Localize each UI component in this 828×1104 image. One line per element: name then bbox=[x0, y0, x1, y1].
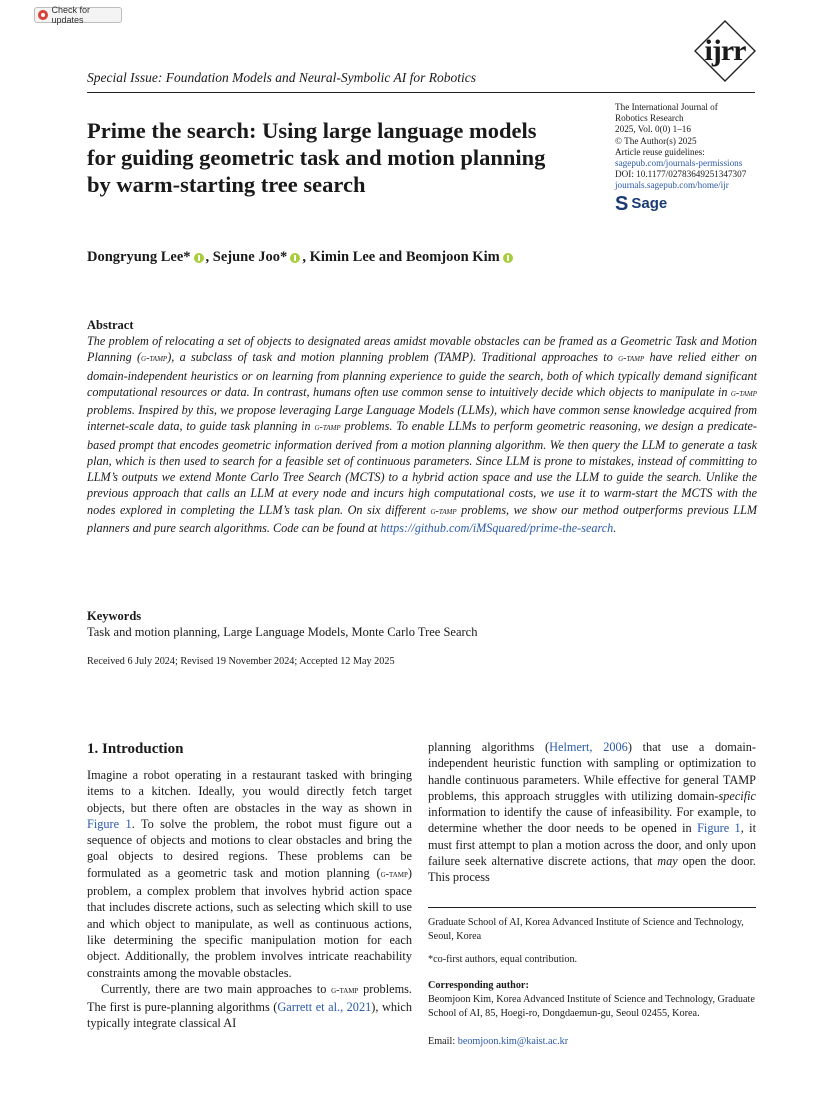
citation-garrett-link[interactable]: Garrett et al., 2021 bbox=[277, 1000, 372, 1015]
body-text: information to identify the cause of infeasibility. For example, to determine whether the door needs to be opened in bbox=[428, 805, 756, 836]
journal-name-line-1: The International Journal of bbox=[615, 102, 718, 112]
intro-left-column bbox=[87, 767, 412, 1032]
email-line bbox=[428, 1035, 756, 1049]
abstract-text: problems. To enable LLMs to perform geometric reasoning, we design a predicate-based prompt that encodes geometric information derived from a motion planning algorithm. We then query the LLM to generate a task plan, which is then used to search for a feasible set of continuous parameters. Since LLM is prone to mistakes, instead of committing to LLM’s outputs we extend Monte Carlo Tree Search (MCTS) to a hybrid action space and use the LLM to guide the search. Unlike the previous approach that calls an LLM at every node and incurs high computational costs, we use it to warm-start the MCTS with the nodes explored in completing the LLM’s task plan. On six different bbox=[87, 419, 757, 517]
emphasis-text: may bbox=[657, 854, 678, 869]
body-text: problems. The first is pure-planning algorithms ( bbox=[87, 981, 412, 1015]
body-text: open the door. This process bbox=[428, 854, 756, 885]
author-list bbox=[87, 249, 515, 266]
corresponding-author-details: Beomjoon Kim, Korea Advanced Institute of Science and Technology, Graduate School of AI, 85, Hoegi-ro, Dongdaemun-gu, Seoul 02455, Korea. bbox=[428, 994, 755, 1019]
abstract-text: The problem of relocating a set of objects to designated areas amidst movable obstacles can be framed as a Geometric Task and Motion Planning ( bbox=[87, 334, 757, 365]
body-text: ), which typically integrate classical AI bbox=[87, 1000, 413, 1031]
intro-paragraph-2 bbox=[87, 981, 412, 1032]
author-1: Dongryung Lee* bbox=[87, 249, 191, 265]
g-tamp-term: g-tamp bbox=[331, 984, 359, 996]
body-text: Imagine a robot operating in a restaurant tasked with bringing items to a kitchen. Ideally, you would directly fetch target objects, but there often are obstacles in the way as shown in bbox=[87, 768, 412, 815]
figure-1-link[interactable]: Figure 1 bbox=[697, 821, 741, 836]
journal-name-line-2: Robotics Research bbox=[615, 113, 684, 124]
abstract-text: problems. Inspired by this, we propose leveraging Large Language Models (LLMs), which have common sense knowledge acquired from internet-scale data, to guide task planning in bbox=[87, 403, 757, 434]
body-text: ) that use a domain-independent heuristic function with sampling or optimization to handle continuous parameters. While effective for general TAMP problems, this approach struggles with utilizing domain- bbox=[428, 740, 756, 803]
ijrr-logo-text: ijrr bbox=[704, 34, 746, 67]
g-tamp-term: g-tamp bbox=[430, 505, 457, 517]
journal-copyright: © The Author(s) 2025 bbox=[615, 135, 697, 146]
crossmark-icon bbox=[38, 10, 48, 20]
sage-logo-text: Sage bbox=[631, 195, 668, 213]
body-text: . To solve the problem, the robot must figure out a sequence of objects and motions to clear obstacles and bring the goal objects to desired regions. These problems can be formulated as a geometric task and motion planning ( bbox=[87, 816, 413, 880]
ijrr-logo bbox=[694, 20, 756, 82]
check-for-updates-label: Check for updates bbox=[51, 5, 91, 25]
check-for-updates-button[interactable] bbox=[34, 7, 122, 23]
journal-home-link[interactable]: journals.sagepub.com/home/ijr bbox=[615, 180, 729, 191]
emphasis-text: specific bbox=[718, 788, 756, 803]
code-repo-link[interactable]: https://github.com/iMSquared/prime-the-search bbox=[380, 520, 614, 535]
intro-paragraph-1 bbox=[87, 767, 412, 981]
reuse-label: Article reuse guidelines: bbox=[615, 146, 705, 157]
citation-helmert-link[interactable]: Helmert, 2006 bbox=[549, 740, 628, 754]
sage-logo bbox=[615, 192, 795, 215]
keywords-heading: Keywords bbox=[87, 609, 142, 623]
author-sep-2: , bbox=[302, 249, 310, 265]
figure-1-link[interactable]: Figure 1 bbox=[87, 816, 132, 831]
special-issue-label: Special Issue: Foundation Models and Neural-Symbolic AI for Robotics bbox=[87, 70, 476, 85]
g-tamp-term: g-tamp bbox=[314, 422, 341, 434]
abstract-text: problems, we show our method outperforms previous LLM planners and pure search algorithms. Code can be found at bbox=[87, 502, 757, 535]
reuse-link[interactable]: sagepub.com/journals-permissions bbox=[615, 158, 743, 169]
orcid-icon[interactable] bbox=[194, 253, 204, 263]
abstract-text: ), a subclass of task and motion planning problem (TAMP). Traditional approaches to bbox=[167, 350, 619, 365]
sage-s-icon: S bbox=[615, 192, 629, 215]
title-line-1: Prime the search: Using large language models bbox=[87, 118, 537, 143]
intro-right-column bbox=[428, 739, 756, 886]
author-sep-1: , bbox=[205, 249, 213, 265]
g-tamp-term: g-tamp bbox=[618, 353, 645, 365]
author-3: Kimin Lee and Beomjoon Kim bbox=[309, 249, 500, 265]
title-line-3: by warm-starting tree search bbox=[87, 172, 366, 197]
co-first-note: *co-first authors, equal contribution. bbox=[428, 954, 578, 965]
body-text: , it must first attempt to plan a motion across the door, and only upon failure seek alternative discrete actions, that bbox=[428, 821, 756, 869]
doi-text: DOI: 10.1177/02783649251347307 bbox=[615, 169, 747, 180]
g-tamp-term: g-tamp bbox=[141, 353, 168, 365]
corresponding-author-heading: Corresponding author: bbox=[428, 980, 529, 991]
title-line-2: for guiding geometric task and motion planning bbox=[87, 145, 546, 170]
footnote-divider bbox=[428, 907, 756, 908]
orcid-icon[interactable] bbox=[503, 253, 513, 263]
abstract-text: have relied either on domain-independent heuristics or on learning from planning experience to guide the search, both of which typically demand significant computational resources or data. In contrast, humans often use common sense to intuitively decide which objects to manipulate in bbox=[87, 350, 757, 399]
publication-dates: Received 6 July 2024; Revised 19 November 2024; Accepted 12 May 2025 bbox=[87, 656, 395, 667]
affiliation-note: Graduate School of AI, Korea Advanced Institute of Science and Technology, Seoul, Korea bbox=[428, 917, 744, 942]
section-heading-introduction: 1. Introduction bbox=[87, 741, 184, 757]
email-link[interactable]: beomjoon.kim@kaist.ac.kr bbox=[457, 1036, 569, 1047]
orcid-icon[interactable] bbox=[290, 253, 300, 263]
paper-title bbox=[87, 117, 607, 198]
abstract-text: . bbox=[613, 520, 617, 535]
email-label: Email: bbox=[428, 1036, 458, 1047]
keywords-text: Task and motion planning, Large Language Models, Monte Carlo Tree Search bbox=[87, 625, 478, 639]
abstract-body bbox=[87, 333, 757, 536]
abstract-heading: Abstract bbox=[87, 318, 134, 332]
author-2: Sejune Joo* bbox=[212, 249, 288, 265]
body-text: planning algorithms ( bbox=[428, 740, 550, 754]
journal-info bbox=[615, 102, 795, 213]
body-text: Currently, there are two main approaches to bbox=[101, 981, 332, 996]
g-tamp-term: g-tamp bbox=[730, 387, 757, 399]
g-tamp-term: g-tamp bbox=[380, 868, 408, 880]
body-text: ) problem, a complex problem that involves hybrid action space that includes discrete actions, such as selecting which skill to use and which object to manipulate, as well as continuous actions, like determining the specific manipulation motion for each object. Additionally, the problem involves intricate reachability constraints among the movable obstacles. bbox=[87, 865, 412, 980]
header-divider bbox=[87, 92, 755, 93]
journal-volume: 2025, Vol. 0(0) 1–16 bbox=[615, 124, 691, 135]
